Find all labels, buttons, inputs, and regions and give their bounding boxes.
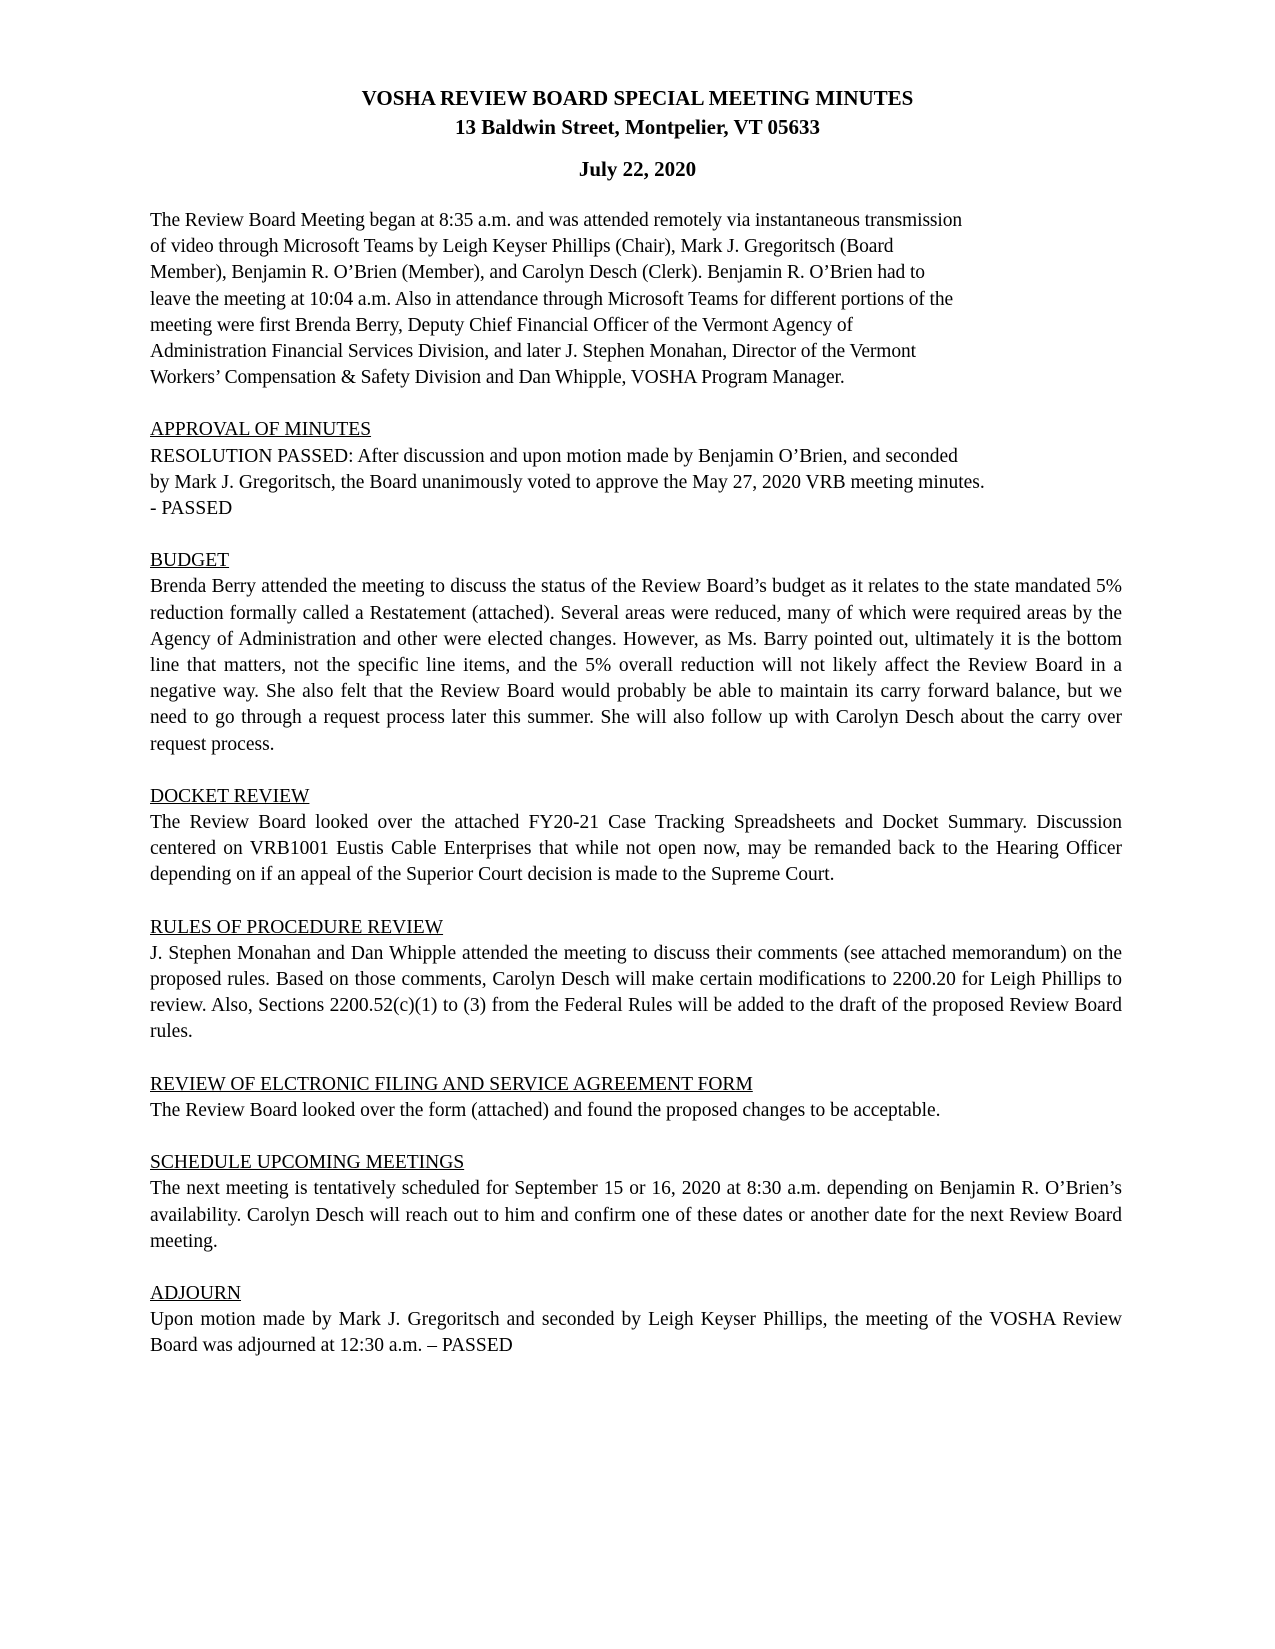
document-title: VOSHA REVIEW BOARD SPECIAL MEETING MINUTES (361, 86, 914, 110)
intro-line: meeting were first Brenda Berry, Deputy Chief Financial Officer of the Vermont Agency of (150, 314, 853, 336)
intro-line: of video through Microsoft Teams by Leigh Keyser Phillips (Chair), Mark J. Gregoritsch (Board (150, 236, 894, 258)
section-rules-of-procedure (150, 915, 1122, 1046)
section-efiling-form (150, 1072, 1122, 1124)
adjourn-paragraph: Upon motion made by Mark J. Gregoritsch and seconded by Leigh Keyser Phillips, the meeting of the VOSHA Review Board was adjourned at 12:30 a.m. – PASSED (150, 1309, 1122, 1357)
intro-line: Member), Benjamin R. O’Brien (Member), and Carolyn Desch (Clerk). Benjamin R. O’Brien had to (150, 262, 925, 284)
rules-paragraph: J. Stephen Monahan and Dan Whipple attended the meeting to discuss their comments (see attached memorandum) on the proposed rules. Based on those comments, Carolyn Desch will make certain modifications to 2200.20 for Leigh Phillips to review. Also, Sections 2200.52(c)(1) to (3) from the Federal Rules will be added to the draft of the proposed Review Board rules. (150, 942, 1122, 1043)
efiling-paragraph: The Review Board looked over the form (attached) and found the proposed changes to be acceptable. (150, 1099, 941, 1121)
section-heading: DOCKET REVIEW (150, 785, 310, 807)
minutes-body (150, 208, 1122, 1386)
intro-line: leave the meeting at 10:04 a.m. Also in attendance through Microsoft Teams for different portions of the (150, 288, 954, 310)
section-heading: RULES OF PROCEDURE REVIEW (150, 916, 444, 938)
intro-line: Workers’ Compensation & Safety Division and Dan Whipple, VOSHA Program Manager. (150, 367, 845, 389)
section-adjourn (150, 1281, 1122, 1360)
intro-line: Administration Financial Services Division, and later J. Stephen Monahan, Director of the Vermont (150, 341, 916, 363)
section-heading: REVIEW OF ELCTRONIC FILING AND SERVICE AGREEMENT FORM (150, 1073, 753, 1095)
docket-paragraph: The Review Board looked over the attached FY20-21 Case Tracking Spreadsheets and Docket Summary. Discussion centered on VRB1001 Eustis Cable Enterprises that while not open now, may be remanded back to the Hearing Officer depending on if an appeal of the Superior Court decision is made to the Supreme Court. (150, 812, 1122, 886)
section-heading: APPROVAL OF MINUTES (150, 419, 372, 441)
approval-line: by Mark J. Gregoritsch, the Board unanimously voted to approve the May 27, 2020 VRB meeting minutes. (150, 471, 985, 493)
section-heading: BUDGET (150, 550, 230, 572)
section-approval-of-minutes (150, 417, 1122, 522)
section-heading: ADJOURN (150, 1282, 242, 1304)
budget-paragraph: Brenda Berry attended the meeting to discuss the status of the Review Board’s budget as it relates to the state mandated 5% reduction formally called a Restatement (attached). Several areas were reduced, many of which were required areas by the Agency of Administration and other were elected changes. However, as Ms. Barry pointed out, ultimately it is the bottom line that matters, not the specific line items, and the 5% overall reduction will not likely affect the Review Board in a negative way. She also felt that the Review Board would probably be able to maintain its carry forward balance, but we need to go through a request process later this summer. She will also follow up with Carolyn Desch about the carry over request process. (150, 576, 1122, 755)
approval-line: - PASSED (150, 498, 233, 520)
schedule-paragraph: The next meeting is tentatively scheduled for September 15 or 16, 2020 at 8:30 a.m. depending on Benjamin R. O’Brien’s availability. Carolyn Desch will reach out to him and confirm one of these dates or another date for the next Review Board meeting. (150, 1178, 1122, 1252)
section-budget (150, 548, 1122, 758)
section-schedule-meetings (150, 1150, 1122, 1255)
section-heading: SCHEDULE UPCOMING MEETINGS (150, 1152, 465, 1174)
meeting-date: July 22, 2020 (578, 157, 697, 181)
intro-line: The Review Board Meeting began at 8:35 a.m. and was attended remotely via instantaneous transmission (150, 210, 963, 231)
approval-line: RESOLUTION PASSED: After discussion and upon motion made by Benjamin O’Brien, and seconded (150, 445, 958, 467)
section-docket-review (150, 784, 1122, 889)
intro-paragraph (150, 208, 1122, 391)
meeting-address: 13 Baldwin Street, Montpelier, VT 05633 (455, 115, 820, 139)
